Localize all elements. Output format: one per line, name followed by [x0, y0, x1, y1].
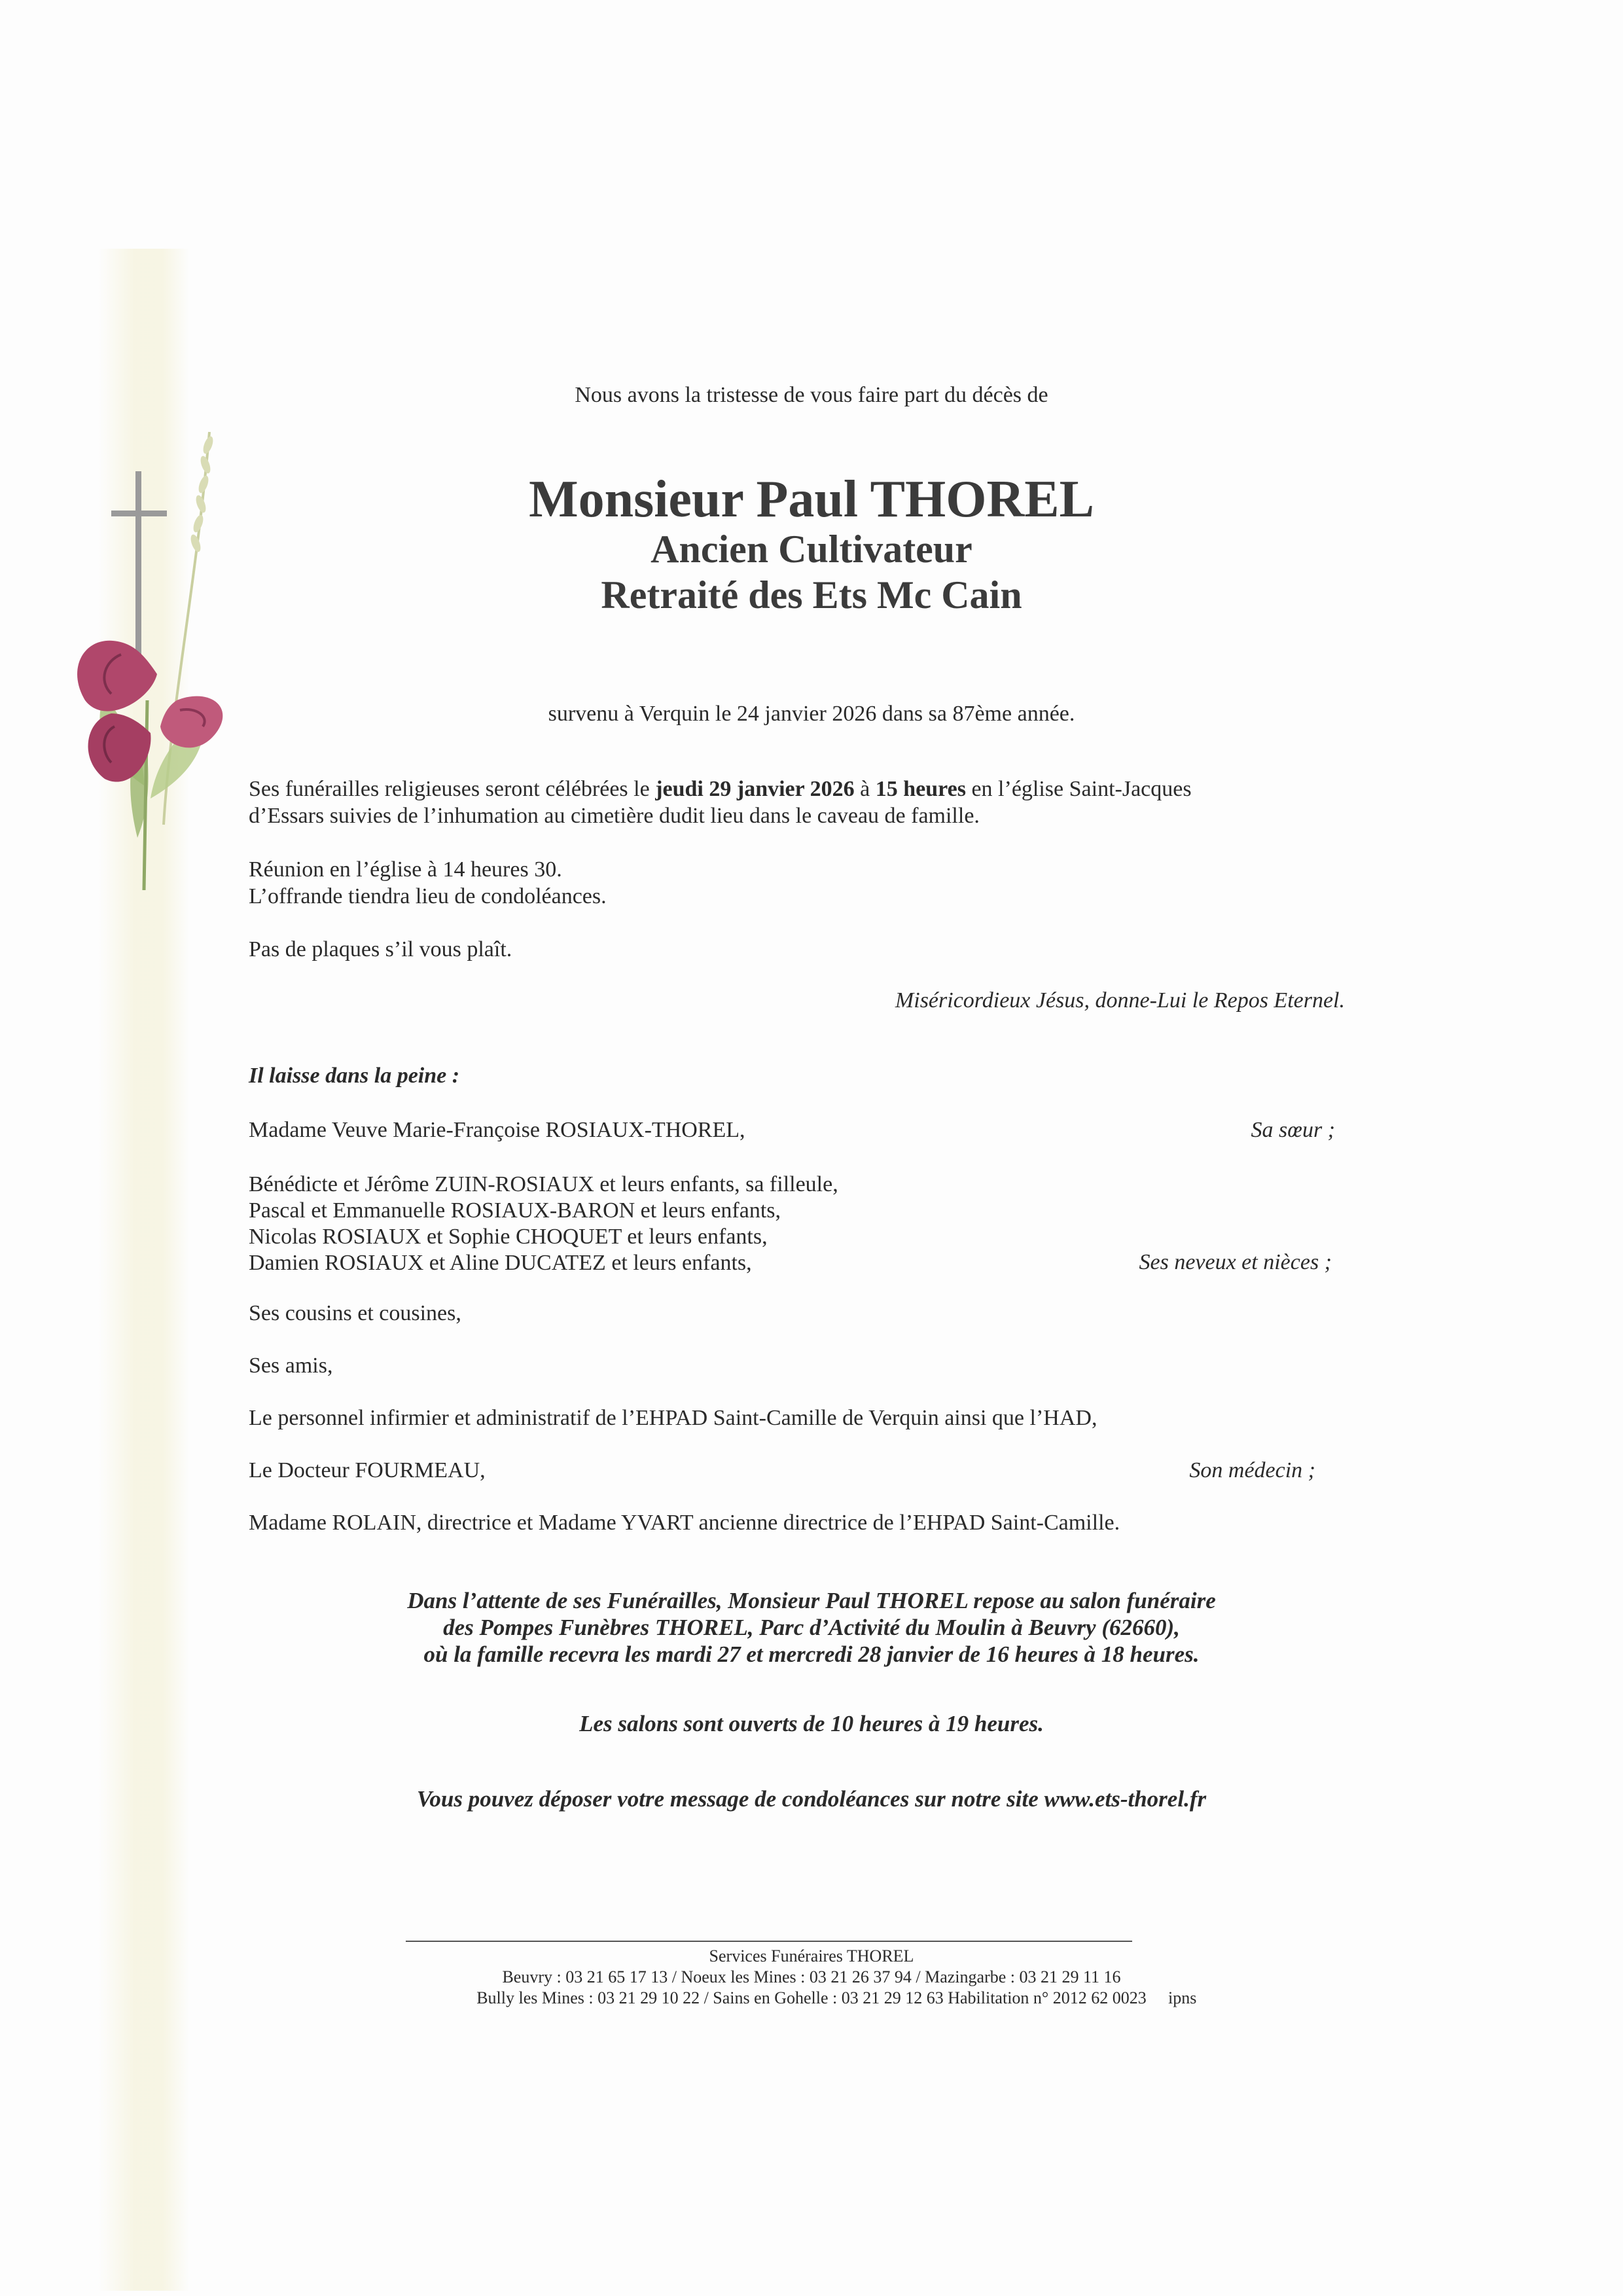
family-nephews [249, 1172, 838, 1276]
role-sister: Sa sœur ; [1251, 1118, 1335, 1142]
family-directors: Madame ROLAIN, directrice et Madame YVART ancienne directrice de l’EHPAD Saint-Camille. [249, 1511, 1120, 1535]
condolences-website: Vous pouvez déposer votre message de condoléances sur notre site www.ets-thorel.fr [416, 1786, 1207, 1812]
prayer-line: Miséricordieux Jésus, donne-Lui le Repos Eternel. [895, 988, 1345, 1013]
family-heading: Il laisse dans la peine : [249, 1064, 460, 1088]
company-name: Services Funéraires THOREL [709, 1946, 914, 1965]
subtitle-retirement: Retraité des Ets Mc Cain [601, 573, 1022, 617]
funeral-date: jeudi 29 janvier 2026 [655, 777, 855, 801]
death-details: survenu à Verquin le 24 janvier 2026 dans sa 87ème année. [548, 702, 1075, 726]
family-doctor: Le Docteur FOURMEAU, [249, 1458, 486, 1482]
intro-text: Nous avons la tristesse de vous faire part du décès de [575, 383, 1048, 407]
ipns-mark: ipns [1168, 1988, 1197, 2007]
family-staff: Le personnel infirmier et administratif de l’EHPAD Saint-Camille de Verquin ainsi que l’HAD, [249, 1406, 1097, 1430]
family-sister: Madame Veuve Marie-Françoise ROSIAUX-THOREL, [249, 1118, 745, 1142]
family-cousins: Ses cousins et cousines, [249, 1301, 461, 1325]
funeral-paragraph: Ses funérailles religieuses seront célébrées le jeudi 29 janvier 2026 à 15 heures en l’église Saint-Jacques d’Essars suivies de l’inhumation au cimetière dudit lieu dans le caveau de famille. [249, 777, 1192, 828]
role-nephews: Ses neveux et nièces ; [1139, 1250, 1332, 1274]
wake-information: Dans l’attente de ses Funérailles, Monsieur Paul THOREL repose au salon funéraire des Pompes Funèbres THOREL, Parc d’Activité du Moulin à Beuvry (62660), où la famille recevra les mardi 27 et mercredi 28 janvier de 16 heures à 18 heures. [407, 1588, 1216, 1667]
no-plaques-note: Pas de plaques s’il vous plaît. [249, 937, 512, 961]
list-item: Nicolas ROSIAUX et Sophie CHOQUET et leurs enfants, [249, 1225, 768, 1249]
phone-numbers: Beuvry : 03 21 65 17 13 / Noeux les Mines : 03 21 26 37 94 / Mazingarbe : 03 21 29 11 16 [502, 1967, 1121, 1986]
list-item: Bénédicte et Jérôme ZUIN-ROSIAUX et leurs enfants, sa filleule, [249, 1172, 838, 1196]
family-friends: Ses amis, [249, 1354, 333, 1378]
funeral-time: 15 heures [875, 777, 966, 801]
list-item: Pascal et Emmanuelle ROSIAUX-BARON et leurs enfants, [249, 1198, 781, 1223]
footer-divider [406, 1941, 1132, 1942]
footer-contact [0, 1946, 1623, 2009]
reunion-paragraph: Réunion en l’église à 14 heures 30. L’offrande tiendra lieu de condoléances. [249, 857, 607, 908]
role-doctor: Son médecin ; [1189, 1458, 1315, 1482]
list-item: Damien ROSIAUX et Aline DUCATEZ et leurs enfants, [249, 1251, 752, 1275]
deceased-name: Monsieur Paul THOREL [529, 471, 1094, 528]
phone-numbers-habilitation: Bully les Mines : 03 21 29 10 22 / Sains en Gohelle : 03 21 29 12 63 Habilitation n° 2012 62 0023 [476, 1988, 1147, 2007]
subtitle-occupation: Ancien Cultivateur [651, 528, 972, 571]
salon-hours: Les salons sont ouverts de 10 heures à 19 heures. [579, 1711, 1044, 1736]
